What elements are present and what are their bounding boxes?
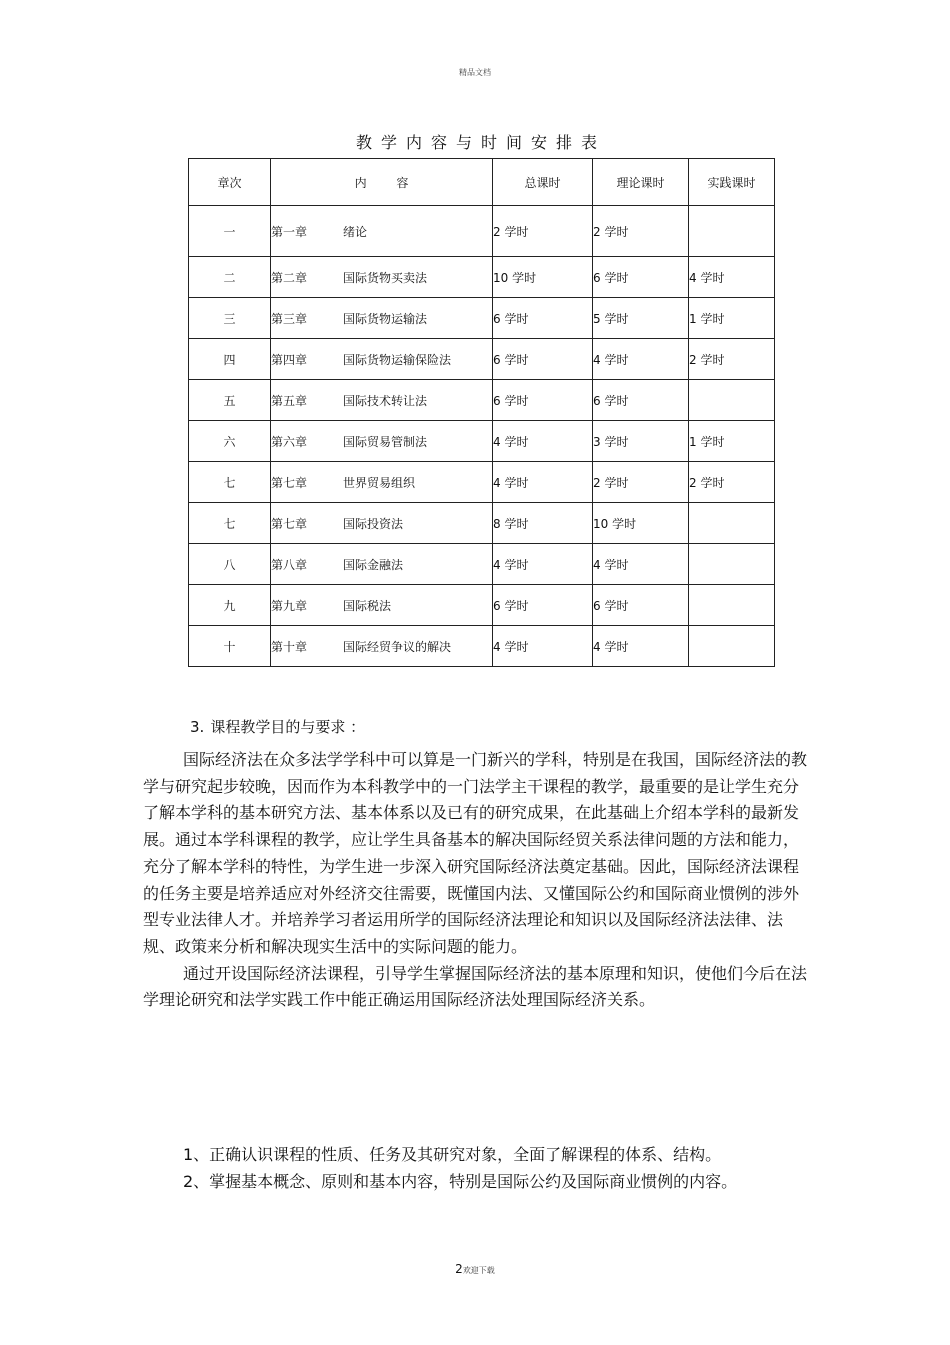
theory-hours-cell: 6 学时: [593, 257, 689, 298]
content-cell: [271, 544, 493, 585]
practice-hours-cell: 2 学时: [689, 462, 775, 503]
chapter-index-cell: 八: [189, 544, 271, 585]
chapter-topic: 国际经贸争议的解决: [343, 639, 452, 654]
practice-hours-cell: [689, 503, 775, 544]
chapter-label: 第七章: [271, 516, 308, 531]
chapter-index-cell: 四: [189, 339, 271, 380]
practice-hours-cell: 2 学时: [689, 339, 775, 380]
table-row: [189, 206, 775, 257]
header-chapter: 章次: [189, 159, 271, 206]
requirements-list: [143, 1142, 809, 1195]
chapter-topic: 国际货物运输保险法: [343, 352, 452, 367]
table-row: [189, 626, 775, 667]
table-title: 教学内容与时间安排表: [355, 133, 606, 152]
chapter-index-cell: 一: [189, 206, 271, 257]
theory-hours-cell: 5 学时: [593, 298, 689, 339]
chapter-label: 第五章: [271, 393, 308, 408]
theory-hours-cell: 3 学时: [593, 421, 689, 462]
chapter-topic: 世界贸易组织: [343, 475, 416, 490]
total-hours-cell: 8 学时: [493, 503, 593, 544]
content-cell: [271, 257, 493, 298]
section-heading: [190, 716, 365, 737]
table-row: [189, 544, 775, 585]
table-row: [189, 462, 775, 503]
theory-hours-cell: 2 学时: [593, 462, 689, 503]
total-hours-cell: 4 学时: [493, 544, 593, 585]
chapter-label: 第二章: [271, 270, 308, 285]
theory-hours-cell: 4 学时: [593, 544, 689, 585]
chapter-topic: 国际金融法: [343, 557, 404, 572]
objectives-text: [143, 747, 809, 1014]
chapter-index-cell: 二: [189, 257, 271, 298]
total-hours-cell: 6 学时: [493, 298, 593, 339]
chapter-label: 第三章: [271, 311, 308, 326]
table-header-row: [189, 159, 775, 206]
theory-hours-cell: 10 学时: [593, 503, 689, 544]
chapter-index-cell: 十: [189, 626, 271, 667]
section-number: 3.: [190, 718, 205, 736]
header-note: 精品文档: [459, 68, 491, 77]
chapter-topic: 国际税法: [343, 598, 392, 613]
section-title: 课程教学目的与要求 ：: [210, 718, 366, 736]
total-hours-cell: 10 学时: [493, 257, 593, 298]
chapter-label: 第八章: [271, 557, 308, 572]
content-cell: [271, 626, 493, 667]
table-row: [189, 380, 775, 421]
chapter-label: 第一章: [271, 224, 308, 239]
header-practice-hours: 实践课时: [689, 159, 775, 206]
practice-hours-cell: [689, 585, 775, 626]
chapter-topic: 国际贸易管制法: [343, 434, 428, 449]
practice-hours-cell: [689, 380, 775, 421]
table-body: [189, 206, 775, 667]
theory-hours-cell: 6 学时: [593, 380, 689, 421]
chapter-topic: 国际投资法: [343, 516, 404, 531]
practice-hours-cell: 4 学时: [689, 257, 775, 298]
theory-hours-cell: 2 学时: [593, 206, 689, 257]
practice-hours-cell: [689, 626, 775, 667]
total-hours-cell: 4 学时: [493, 462, 593, 503]
chapter-topic: 国际技术转让法: [343, 393, 428, 408]
content-cell: [271, 585, 493, 626]
table-row: [189, 503, 775, 544]
content-cell: [271, 339, 493, 380]
practice-hours-cell: 1 学时: [689, 421, 775, 462]
schedule-table: [188, 158, 775, 667]
content-cell: [271, 298, 493, 339]
page-footer: [0, 1262, 950, 1276]
header-total-hours: 总课时: [493, 159, 593, 206]
table-row: [189, 585, 775, 626]
chapter-index-cell: 九: [189, 585, 271, 626]
chapter-label: 第七章: [271, 475, 308, 490]
page-number: 2: [455, 1262, 463, 1276]
theory-hours-cell: 6 学时: [593, 585, 689, 626]
total-hours-cell: 4 学时: [493, 626, 593, 667]
table-row: [189, 257, 775, 298]
chapter-label: 第四章: [271, 352, 308, 367]
content-cell: [271, 421, 493, 462]
chapter-index-cell: 五: [189, 380, 271, 421]
list-item: 1、正确认识课程的性质、任务及其研究对象，全面了解课程的体系、结构。: [183, 1145, 722, 1164]
practice-hours-cell: [689, 544, 775, 585]
table-row: [189, 339, 775, 380]
content-cell: [271, 503, 493, 544]
content-cell: [271, 380, 493, 421]
chapter-label: 第六章: [271, 434, 308, 449]
chapter-label: 第十章: [271, 639, 308, 654]
chapter-index-cell: 六: [189, 421, 271, 462]
chapter-index-cell: 七: [189, 462, 271, 503]
paragraph: 通过开设国际经济法课程，引导学生掌握国际经济法的基本原理和知识，使他们今后在法学理论研究和法学实践工作中能正确运用国际经济法处理国际经济关系。: [143, 963, 808, 1010]
footer-text: 欢迎下载: [462, 1266, 495, 1275]
theory-hours-cell: 4 学时: [593, 626, 689, 667]
chapter-label: 第九章: [271, 598, 308, 613]
paragraph: 国际经济法在众多法学学科中可以算是一门新兴的学科，特别是在我国，国际经济法的教学与研究起步较晚，因而作为本科教学中的一门法学主干课程的教学，最重要的是让学生充分了解本学科的基本研究方法、基本体系以及已有的研究成果，在此基础上介绍本学科的最新发展。通过本学科课程的教学，应让学生具备基本的解决国际经贸关系法律问题的方法和能力，充分了解本学科的特性，为学生进一步深入研究国际经济法奠定基础。因此，国际经济法课程的任务主要是培养适应对外经济交往需要，既懂国内法、又懂国际公约和国际商业惯例的涉外型专业法律人才。并培养学习者运用所学的国际经济法理论和知识以及国际经济法法律、法规、政策来分析和解决现实生活中的实际问题的能力。: [143, 750, 808, 956]
header-theory-hours: 理论课时: [593, 159, 689, 206]
total-hours-cell: 6 学时: [493, 380, 593, 421]
table-row: [189, 421, 775, 462]
table-row: [189, 298, 775, 339]
chapter-index-cell: 七: [189, 503, 271, 544]
chapter-topic: 绪论: [343, 224, 368, 239]
chapter-topic: 国际货物运输法: [343, 311, 428, 326]
total-hours-cell: 2 学时: [493, 206, 593, 257]
chapter-topic: 国际货物买卖法: [343, 270, 428, 285]
header-content: 内 容: [271, 159, 493, 206]
list-item: 2、掌握基本概念、原则和基本内容，特别是国际公约及国际商业惯例的内容。: [183, 1171, 738, 1191]
content-cell: [271, 462, 493, 503]
theory-hours-cell: 4 学时: [593, 339, 689, 380]
practice-hours-cell: [689, 206, 775, 257]
total-hours-cell: 4 学时: [493, 421, 593, 462]
practice-hours-cell: 1 学时: [689, 298, 775, 339]
total-hours-cell: 6 学时: [493, 585, 593, 626]
total-hours-cell: 6 学时: [493, 339, 593, 380]
content-cell: [271, 206, 493, 257]
chapter-index-cell: 三: [189, 298, 271, 339]
